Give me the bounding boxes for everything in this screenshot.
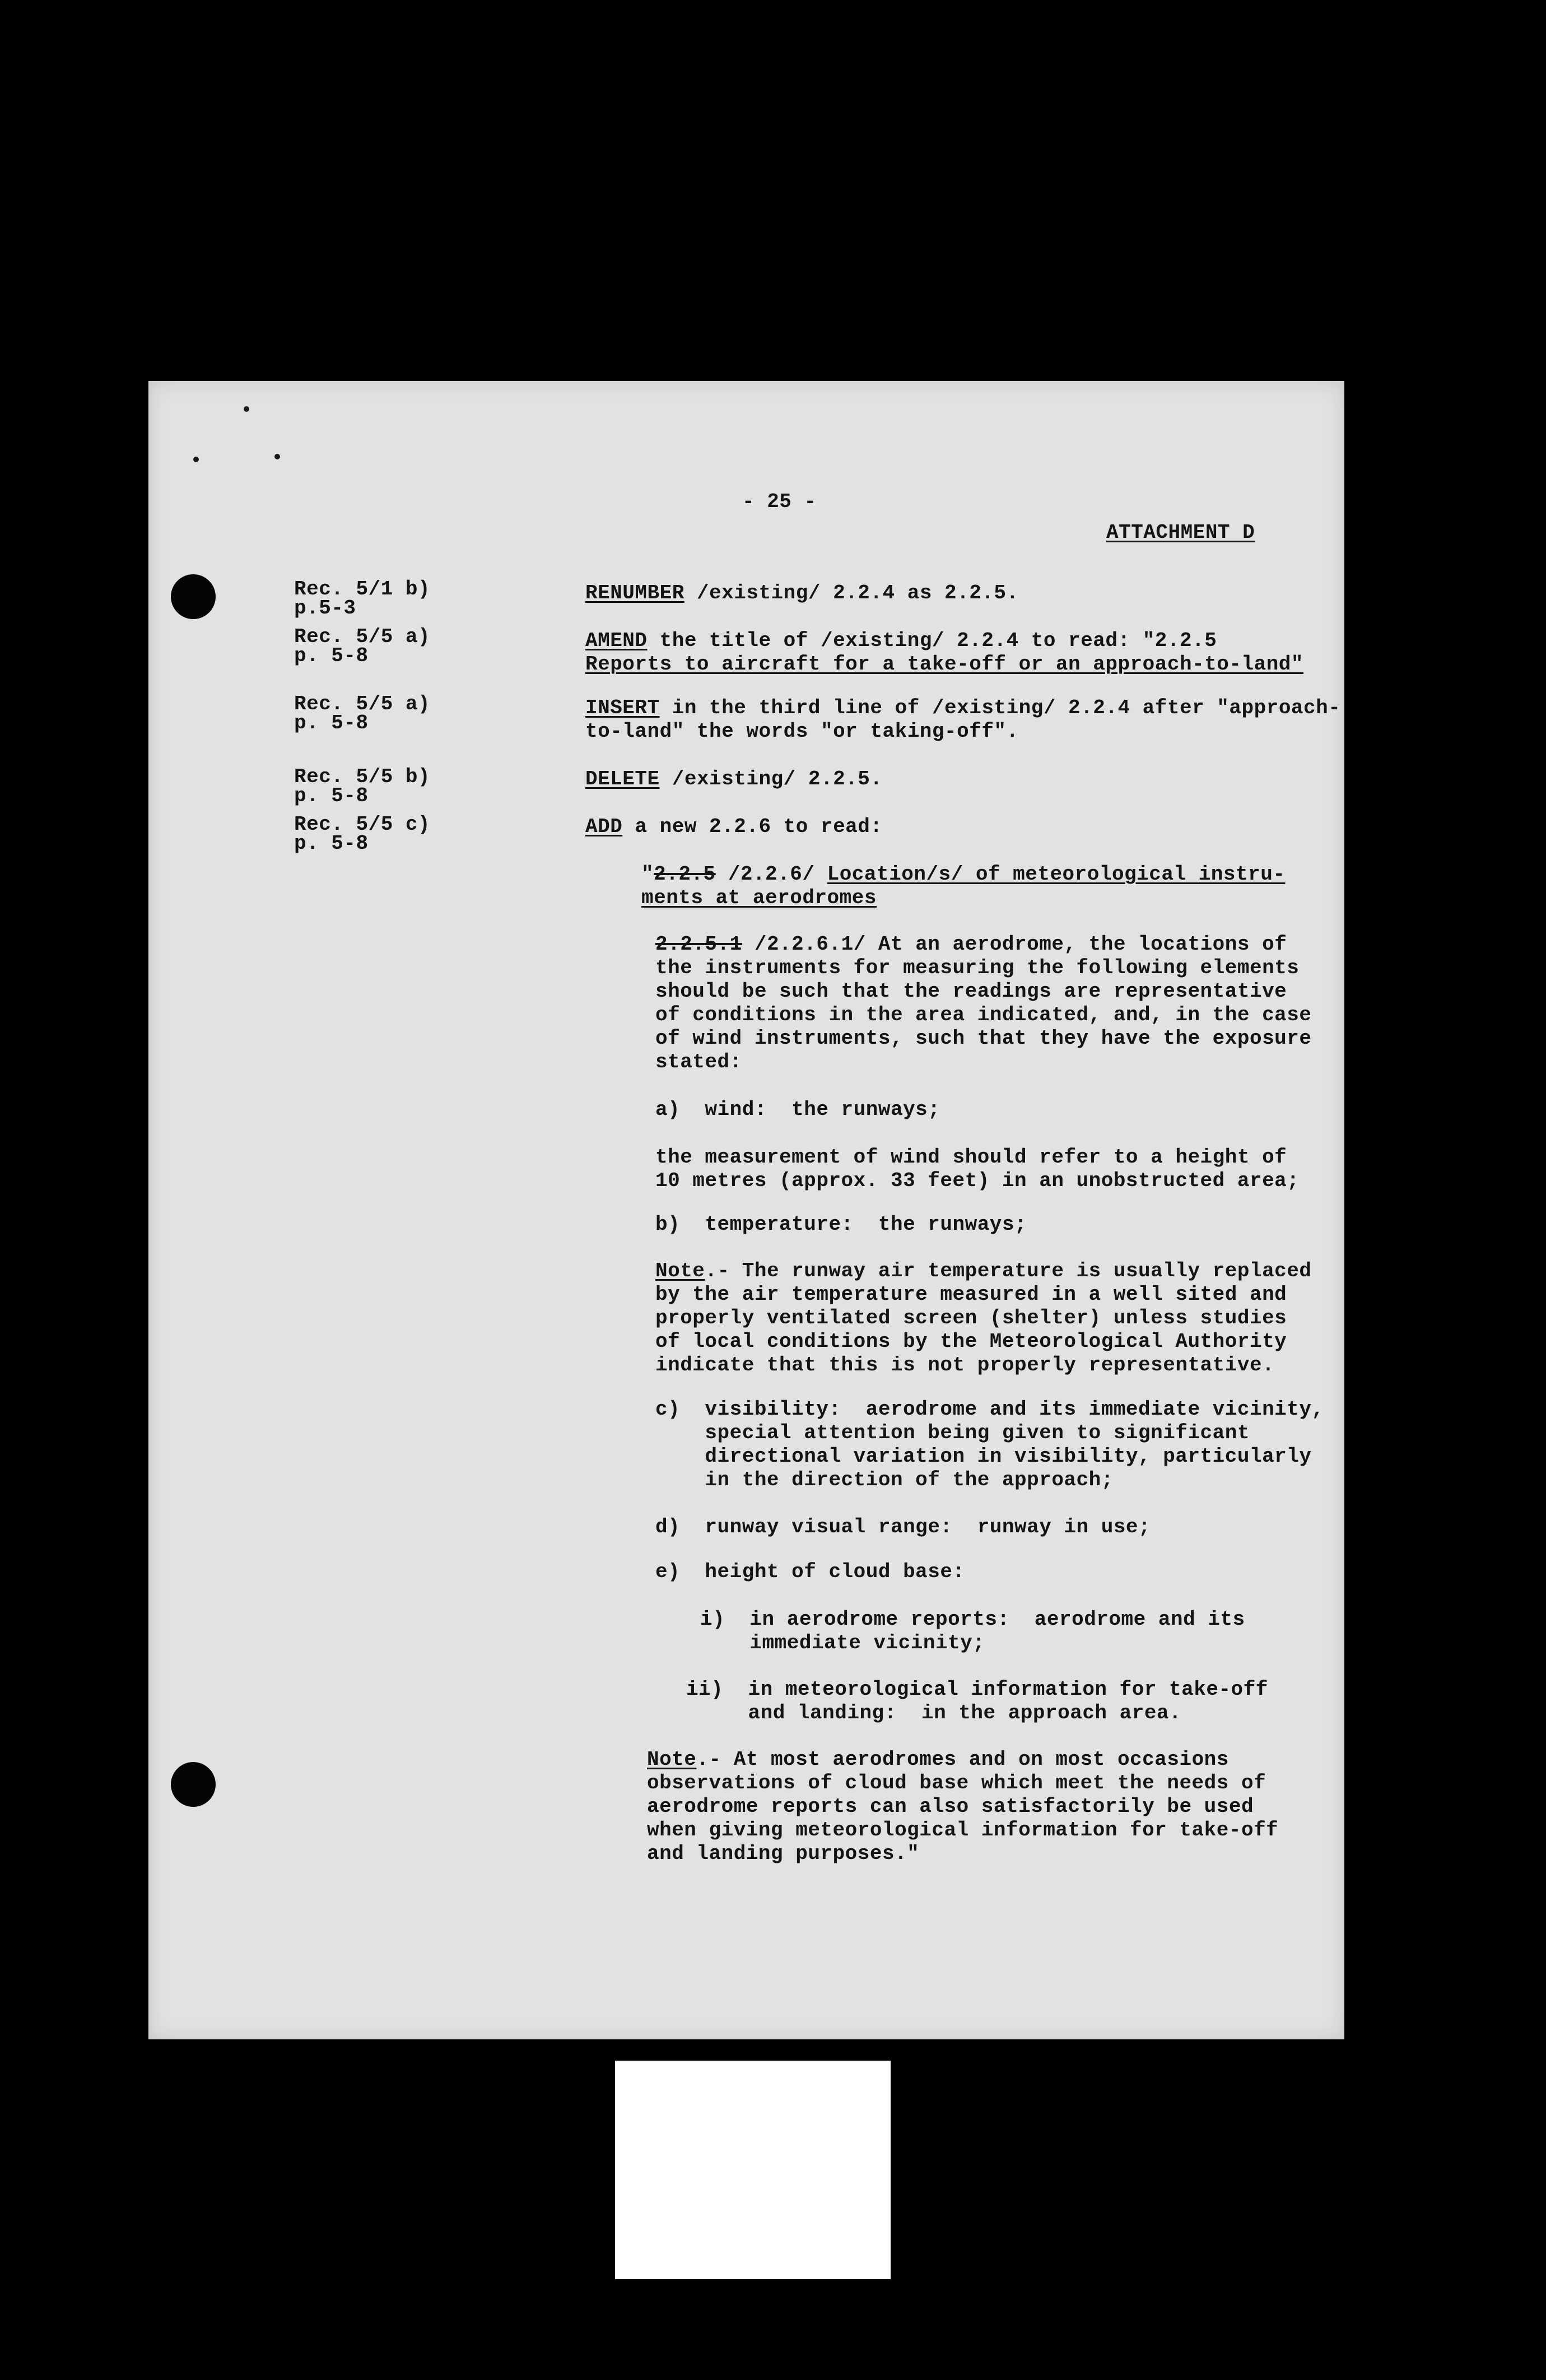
instruction-delete: DELETE /existing/ 2.2.5. [585, 768, 883, 791]
item-e-i: i) in aerodrome reports: aerodrome and its immediate vicinity; [700, 1608, 1245, 1654]
instruction-renumber: RENUMBER /existing/ 2.2.4 as 2.2.5. [585, 582, 1019, 605]
item-d-rvr: d) runway visual range: runway in use; [655, 1516, 1151, 1538]
margin-ref-2: Rec. 5/5 a) p. 5-8 [294, 625, 431, 667]
item-c-visibility: c) visibility: aerodrome and its immediate vicinity, special attention being given to significant directional variation in visibility, particularly in the direction of the approach; [655, 1398, 1324, 1491]
page-number: - 25 - [742, 490, 817, 513]
instruction-amend: AMEND the title of /existing/ 2.2.4 to read: "2.2.5 Reports to aircraft for a take-off or an approach-to-land" [585, 629, 1304, 676]
note-cloud-base: Note.- At most aerodromes and on most occasions observations of cloud base which meet the needs of aerodrome reports can also satisfactorily be used when giving meteorological information for take-off and landing purposes." [647, 1748, 1279, 1865]
margin-ref-1: Rec. 5/1 b) p.5-3 [294, 578, 431, 620]
dust-speck [274, 454, 280, 459]
margin-ref-3: Rec. 5/5 a) p. 5-8 [294, 692, 431, 735]
item-a-wind: a) wind: the runways; [655, 1098, 940, 1121]
dust-speck [244, 406, 249, 412]
instruction-insert: INSERT in the third line of /existing/ 2.2.4 after "approach- to-land" the words "or taking-off". [585, 696, 1341, 743]
section-heading: "2.2.5 /2.2.6/ Location/s/ of meteorological instru- ments at aerodromes [641, 863, 1286, 909]
paragraph-main: 2.2.5.1 /2.2.6.1/ At an aerodrome, the locations of the instruments for measuring the following elements should be such that the readings are representative of conditions in the area indicated, and, in the case of wind instruments, such that they have the exposure stated: [655, 933, 1312, 1073]
punch-hole-bottom [171, 1762, 216, 1807]
document-page [148, 381, 1344, 2039]
dust-speck [193, 457, 199, 462]
punch-hole-top [171, 574, 216, 619]
item-e-cloud-base: e) height of cloud base: [655, 1560, 965, 1583]
margin-ref-5: Rec. 5/5 c) p. 5-8 [294, 813, 431, 855]
wind-measurement-note: the measurement of wind should refer to a height of 10 metres (approx. 33 feet) in an unobstructed area; [655, 1146, 1300, 1192]
margin-ref-4: Rec. 5/5 b) p. 5-8 [294, 765, 431, 807]
note-temperature: Note.- The runway air temperature is usually replaced by the air temperature measured in a well sited and properly ventilated screen (shelter) unless studies of local conditions by the Meteorological Authority indicate that this is not properly representative. [655, 1259, 1312, 1377]
calibration-card [615, 2061, 891, 2279]
item-e-ii: ii) in meteorological information for take-off and landing: in the approach area. [686, 1678, 1268, 1724]
item-b-temperature: b) temperature: the runways; [655, 1213, 1027, 1236]
instruction-add: ADD a new 2.2.6 to read: [585, 815, 883, 838]
attachment-label: ATTACHMENT D [1106, 521, 1255, 544]
